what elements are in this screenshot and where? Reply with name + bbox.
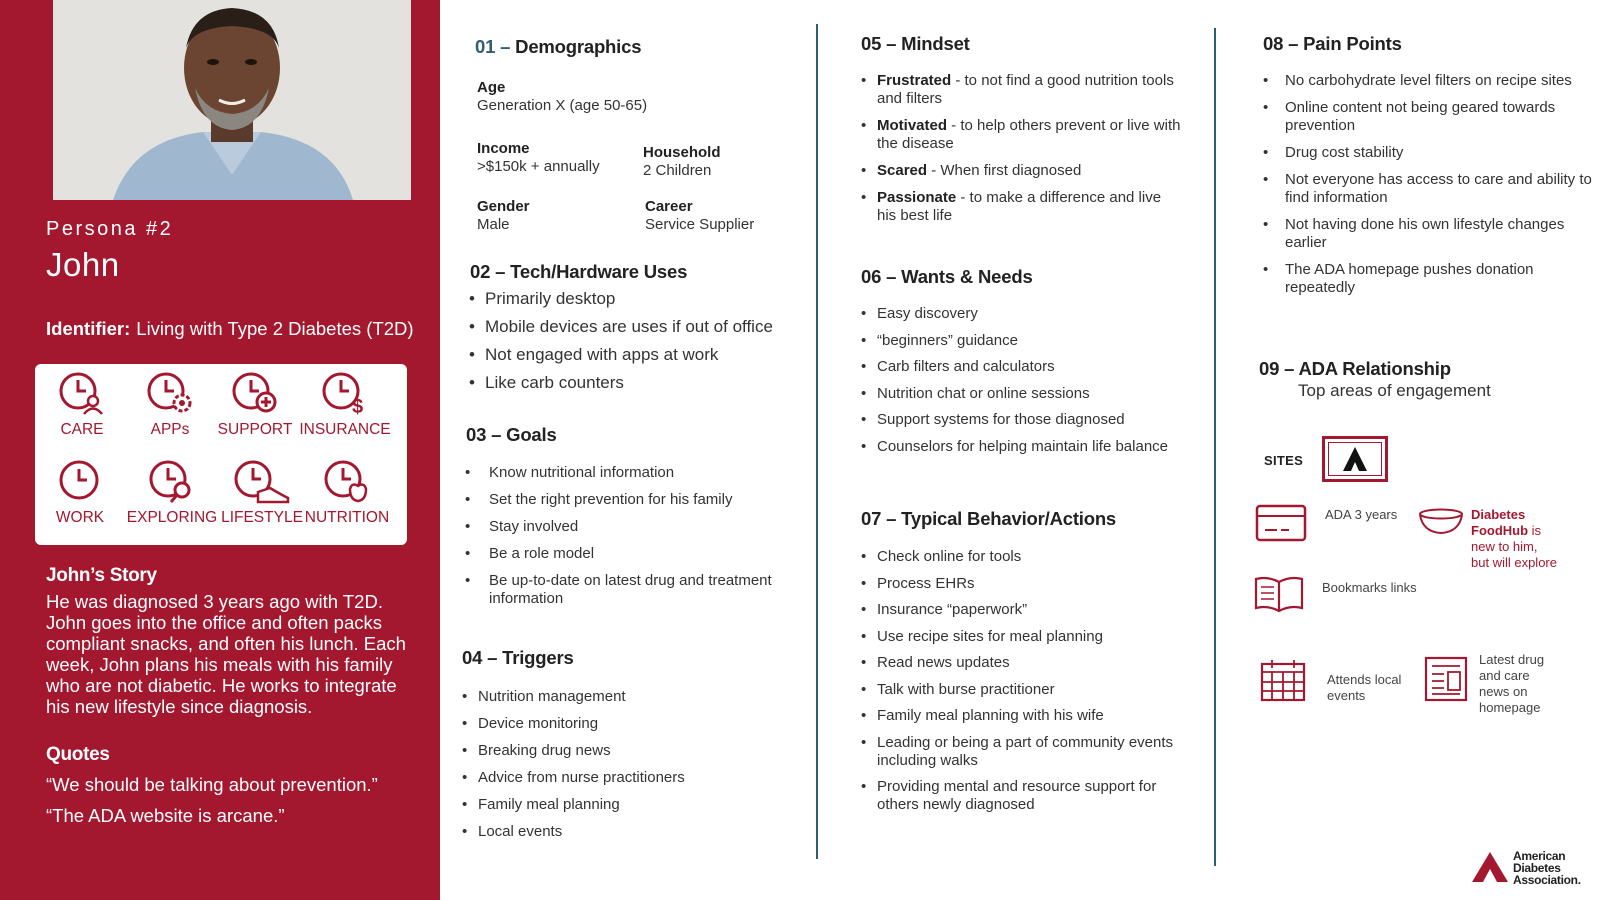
clock-search-icon	[147, 458, 197, 504]
demographics-heading: Demographics	[515, 36, 642, 57]
list-item: • Be a role model	[465, 545, 800, 563]
list-item: • Frustrated - to not find a good nutrition tools and filters	[861, 72, 1181, 108]
list-item: • Counselors for helping maintain life balance	[861, 438, 1191, 456]
list-item: • Leading or being a part of community events including walks	[861, 734, 1191, 770]
list-item: • Read news updates	[861, 654, 1191, 672]
gender-label: Gender	[477, 198, 530, 215]
list-item: • Passionate - to make a difference and live his best life	[861, 189, 1181, 225]
list-item: • Not engaged with apps at work	[469, 344, 799, 365]
pain-title: 08 – Pain Points	[1263, 33, 1402, 54]
tech-title: 02 – Tech/Hardware Uses	[470, 261, 688, 282]
list-item: • Not having done his own lifestyle changes earlier	[1263, 216, 1593, 252]
list-item: • Carb filters and calculators	[861, 358, 1191, 376]
category-apps	[124, 370, 216, 439]
list-item: • Nutrition management	[462, 688, 792, 706]
list-item: • Set the right prevention for his family	[465, 491, 800, 509]
list-item: • Scared - When first diagnosed	[861, 162, 1181, 180]
column-divider	[816, 24, 818, 859]
list-item: • Know nutritional information	[465, 464, 800, 482]
list-item: • Local events	[462, 823, 792, 841]
story-text: He was diagnosed 3 years ago with T2D. John goes into the office and often packs compliant snacks, and often his lunch. Each week, John plans his meals with his family who are not diabetic. He works to integrate his new lifestyle since diagnosis.	[46, 591, 406, 717]
tech-list	[469, 288, 799, 393]
triggers-list	[462, 688, 792, 841]
quote-2: “The ADA website is arcane.”	[46, 805, 285, 826]
goals-title: 03 – Goals	[466, 424, 557, 445]
quote-1: “We should be talking about prevention.”	[46, 774, 378, 795]
open-book-icon	[1252, 574, 1306, 616]
list-item: • Not everyone has access to care and ability to find information	[1263, 171, 1593, 207]
list-item: • Talk with burse practitioner	[861, 681, 1191, 699]
category-label: INSURANCE	[299, 421, 391, 438]
category-label: EXPLORING	[126, 509, 218, 526]
clock-gear-icon	[145, 370, 195, 416]
list-item: • Mobile devices are uses if out of office	[469, 316, 799, 337]
list-item: • Advice from nurse practitioners	[462, 769, 792, 787]
clock-dollar-icon	[320, 370, 370, 416]
events-label: Attends local events	[1327, 672, 1402, 703]
clock-apple-icon	[322, 458, 372, 504]
list-item: • Device monitoring	[462, 715, 792, 733]
behavior-list	[861, 548, 1191, 814]
persona-photo	[53, 0, 411, 200]
list-item: • Insurance “paperwork”	[861, 601, 1191, 619]
mindset-title: 05 – Mindset	[861, 33, 970, 54]
list-item: • Drug cost stability	[1263, 144, 1593, 162]
relationship-title: 09 – ADA Relationship	[1259, 358, 1451, 379]
list-item: • No carbohydrate level filters on recipe sites	[1263, 72, 1593, 90]
mindset-list	[861, 72, 1181, 225]
list-item: • “beginners” guidance	[861, 332, 1191, 350]
list-item: • Nutrition chat or online sessions	[861, 385, 1191, 403]
ada-footer-logo-text: American Diabetes Association.	[1513, 849, 1581, 887]
list-item: • Family meal planning with his wife	[861, 707, 1191, 725]
list-item: • Online content not being geared towards prevention	[1263, 99, 1593, 135]
persona-number: Persona #2	[46, 218, 174, 240]
category-support	[209, 370, 301, 439]
category-label: SUPPORT	[217, 421, 293, 438]
clock-icon	[55, 458, 105, 504]
card-label: ADA 3 years	[1325, 507, 1398, 522]
ada-site-logo	[1322, 436, 1388, 482]
list-item: • Easy discovery	[861, 305, 1191, 323]
triggers-title: 04 – Triggers	[462, 647, 574, 668]
list-item: • Primarily desktop	[469, 288, 799, 309]
household-label: Household	[643, 144, 721, 161]
category-insurance	[299, 370, 391, 439]
list-item: • Breaking drug news	[462, 742, 792, 760]
persona-name: John	[46, 246, 120, 283]
household-value: 2 Children	[643, 162, 712, 179]
clock-shoe-icon	[232, 458, 292, 504]
quotes-title: Quotes	[46, 744, 110, 765]
demographics-number: 01 –	[475, 36, 511, 57]
demographics-title	[475, 36, 641, 58]
career-label: Career	[645, 198, 693, 215]
news-label: Latest drug and care news on homepage	[1479, 652, 1545, 715]
category-work	[34, 458, 126, 527]
list-item: • Process EHRs	[861, 575, 1191, 593]
clock-plus-icon	[230, 370, 280, 416]
income-value: >$150k + annually	[477, 158, 600, 175]
pain-list	[1263, 72, 1593, 297]
identifier-label: Identifier:	[46, 318, 131, 339]
category-care	[36, 370, 128, 439]
age-label: Age	[477, 79, 506, 96]
list-item: • Family meal planning	[462, 796, 792, 814]
list-item: • Be up-to-date on latest drug and treatment information	[465, 572, 800, 608]
newspaper-icon	[1424, 656, 1470, 702]
bookmarks-label: Bookmarks links	[1322, 580, 1417, 595]
category-label: WORK	[55, 509, 105, 526]
category-nutrition	[301, 458, 393, 527]
story-title: John’s Story	[46, 565, 157, 586]
list-item: • The ADA homepage pushes donation repeatedly	[1263, 261, 1593, 297]
category-label: APPs	[150, 421, 190, 438]
list-item: • Motivated - to help others prevent or live with the disease	[861, 117, 1181, 153]
goals-list	[465, 464, 800, 608]
column-divider	[1214, 28, 1216, 866]
category-label: LIFESTYLE	[221, 509, 303, 526]
gender-value: Male	[477, 216, 510, 233]
list-item: • Stay involved	[465, 518, 800, 536]
bowl-icon	[1417, 508, 1465, 536]
persona-panel	[0, 0, 440, 900]
wants-list	[861, 305, 1191, 456]
svg-text:$: $	[352, 396, 364, 416]
list-item: • Check online for tools	[861, 548, 1191, 566]
ada-footer-logo-icon	[1470, 850, 1510, 884]
list-item: • Support systems for those diagnosed	[861, 411, 1191, 429]
wants-title: 06 – Wants & Needs	[861, 266, 1033, 287]
career-value: Service Supplier	[645, 216, 755, 233]
identifier-value: Living with Type 2 Diabetes (T2D)	[136, 318, 414, 339]
list-item: • Use recipe sites for meal planning	[861, 628, 1191, 646]
age-value: Generation X (age 50-65)	[477, 97, 648, 114]
category-icon-grid	[35, 364, 407, 545]
relationship-subtitle: Top areas of engagement	[1298, 381, 1491, 400]
sites-label: SITES	[1264, 453, 1304, 468]
list-item: • Providing mental and resource support for others newly diagnosed	[861, 778, 1191, 814]
income-label: Income	[477, 140, 530, 157]
calendar-icon	[1260, 658, 1306, 702]
category-exploring	[126, 458, 218, 527]
clock-person-icon	[57, 370, 107, 416]
category-lifestyle	[216, 458, 308, 527]
list-item: • Like carb counters	[469, 372, 799, 393]
category-label: NUTRITION	[304, 509, 390, 526]
persona-identifier	[46, 318, 414, 340]
ada-logo-icon	[1325, 439, 1385, 479]
behavior-title: 07 – Typical Behavior/Actions	[861, 508, 1117, 529]
foodhub-label: Diabetes FoodHub is new to him, but will explore	[1471, 507, 1557, 570]
category-label: CARE	[60, 421, 104, 438]
membership-card-icon	[1255, 504, 1307, 542]
